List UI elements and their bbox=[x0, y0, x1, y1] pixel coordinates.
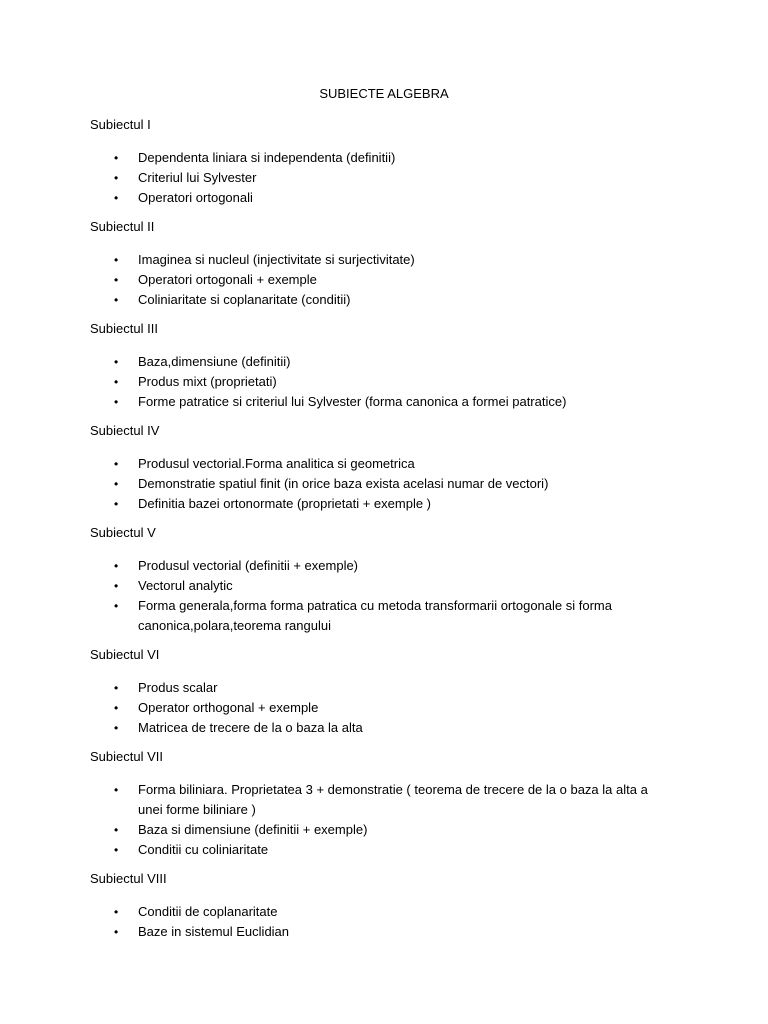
bullet-icon: • bbox=[114, 253, 119, 267]
section-heading: Subiectul VII bbox=[90, 749, 163, 764]
list-item-text: Produsul vectorial (definitii + exemple) bbox=[138, 558, 359, 573]
bullet-list bbox=[90, 902, 690, 942]
list-item bbox=[90, 352, 673, 372]
list-item-text: Operatori ortogonali bbox=[138, 190, 253, 205]
list-item-text: Baza,dimensiune (definitii) bbox=[138, 354, 291, 369]
list-item-text: Criteriul lui Sylvester bbox=[138, 170, 257, 185]
list-item-text: Vectorul analytic bbox=[138, 578, 233, 593]
list-item bbox=[90, 556, 673, 576]
section-subiectul-v bbox=[90, 525, 690, 636]
bullet-icon: • bbox=[114, 151, 119, 165]
list-item-text: Forma biliniara. Proprietatea 3 + demonstratie ( teorema de trecere de la o baza la alta a unei forme biliniare ) bbox=[138, 782, 648, 817]
list-item bbox=[90, 270, 673, 290]
section-heading: Subiectul III bbox=[90, 321, 158, 336]
list-item bbox=[90, 576, 673, 596]
list-item bbox=[90, 678, 673, 698]
bullet-icon: • bbox=[114, 559, 119, 573]
bullet-icon: • bbox=[114, 457, 119, 471]
list-item-text: Coliniaritate si coplanaritate (conditii) bbox=[138, 292, 351, 307]
list-item-text: Operatori ortogonali + exemple bbox=[138, 272, 317, 287]
list-item bbox=[90, 474, 673, 494]
bullet-icon: • bbox=[114, 681, 119, 695]
section-subiectul-viii bbox=[90, 871, 690, 942]
list-item-text: Baze in sistemul Euclidian bbox=[138, 924, 290, 939]
bullet-icon: • bbox=[114, 701, 119, 715]
bullet-list bbox=[90, 556, 690, 636]
bullet-icon: • bbox=[114, 293, 119, 307]
bullet-icon: • bbox=[114, 823, 119, 837]
section-subiectul-vi bbox=[90, 647, 690, 738]
bullet-icon: • bbox=[114, 905, 119, 919]
bullet-icon: • bbox=[114, 375, 119, 389]
list-item bbox=[90, 902, 673, 922]
list-item bbox=[90, 168, 673, 188]
list-item-text: Forma generala,forma forma patratica cu metoda transformarii ortogonale si forma canonica,polara,teorema rangului bbox=[138, 598, 612, 633]
list-item-text: Produs mixt (proprietati) bbox=[138, 374, 277, 389]
section-heading: Subiectul VI bbox=[90, 647, 160, 662]
list-item bbox=[90, 188, 673, 208]
bullet-icon: • bbox=[114, 579, 119, 593]
bullet-icon: • bbox=[114, 477, 119, 491]
list-item-text: Produs scalar bbox=[138, 680, 218, 695]
section-subiectul-i bbox=[90, 117, 690, 208]
list-item-text: Operator orthogonal + exemple bbox=[138, 700, 319, 715]
list-item bbox=[90, 596, 673, 636]
section-subiectul-ii bbox=[90, 219, 690, 310]
section-subiectul-iv bbox=[90, 423, 690, 514]
bullet-icon: • bbox=[114, 721, 119, 735]
bullet-list bbox=[90, 780, 690, 860]
list-item bbox=[90, 372, 673, 392]
bullet-icon: • bbox=[114, 395, 119, 409]
bullet-list bbox=[90, 352, 690, 412]
list-item-text: Matricea de trecere de la o baza la alta bbox=[138, 720, 363, 735]
list-item bbox=[90, 698, 673, 718]
bullet-list bbox=[90, 250, 690, 310]
list-item bbox=[90, 494, 673, 514]
bullet-icon: • bbox=[114, 355, 119, 369]
bullet-list bbox=[90, 454, 690, 514]
list-item bbox=[90, 820, 673, 840]
document-body bbox=[90, 117, 690, 953]
list-item bbox=[90, 922, 673, 942]
list-item-text: Dependenta liniara si independenta (definitii) bbox=[138, 150, 396, 165]
list-item bbox=[90, 250, 673, 270]
bullet-icon: • bbox=[114, 191, 119, 205]
list-item bbox=[90, 718, 673, 738]
bullet-icon: • bbox=[114, 171, 119, 185]
bullet-list bbox=[90, 148, 690, 208]
list-item bbox=[90, 290, 673, 310]
list-item-text: Produsul vectorial.Forma analitica si geometrica bbox=[138, 456, 415, 471]
bullet-icon: • bbox=[114, 783, 119, 797]
list-item bbox=[90, 392, 673, 412]
list-item-text: Baza si dimensiune (definitii + exemple) bbox=[138, 822, 368, 837]
list-item bbox=[90, 780, 673, 820]
list-item bbox=[90, 840, 673, 860]
list-item-text: Demonstratie spatiul finit (in orice baza exista acelasi numar de vectori) bbox=[138, 476, 549, 491]
bullet-icon: • bbox=[114, 273, 119, 287]
list-item-text: Conditii de coplanaritate bbox=[138, 904, 278, 919]
list-item-text: Definitia bazei ortonormate (proprietati + exemple ) bbox=[138, 496, 432, 511]
section-heading: Subiectul II bbox=[90, 219, 155, 234]
bullet-list bbox=[90, 678, 690, 738]
section-heading: Subiectul V bbox=[90, 525, 156, 540]
list-item-text: Imaginea si nucleul (injectivitate si surjectivitate) bbox=[138, 252, 415, 267]
bullet-icon: • bbox=[114, 843, 119, 857]
list-item-text: Conditii cu coliniaritate bbox=[138, 842, 269, 857]
bullet-icon: • bbox=[114, 599, 119, 613]
section-heading: Subiectul IV bbox=[90, 423, 160, 438]
section-heading: Subiectul I bbox=[90, 117, 151, 132]
bullet-icon: • bbox=[114, 497, 119, 511]
list-item-text: Forme patratice si criteriul lui Sylvester (forma canonica a formei patratice) bbox=[138, 394, 567, 409]
document-title: SUBIECTE ALGEBRA bbox=[319, 86, 449, 101]
section-subiectul-vii bbox=[90, 749, 690, 860]
list-item bbox=[90, 148, 673, 168]
section-subiectul-iii bbox=[90, 321, 690, 412]
section-heading: Subiectul VIII bbox=[90, 871, 167, 886]
bullet-icon: • bbox=[114, 925, 119, 939]
list-item bbox=[90, 454, 673, 474]
